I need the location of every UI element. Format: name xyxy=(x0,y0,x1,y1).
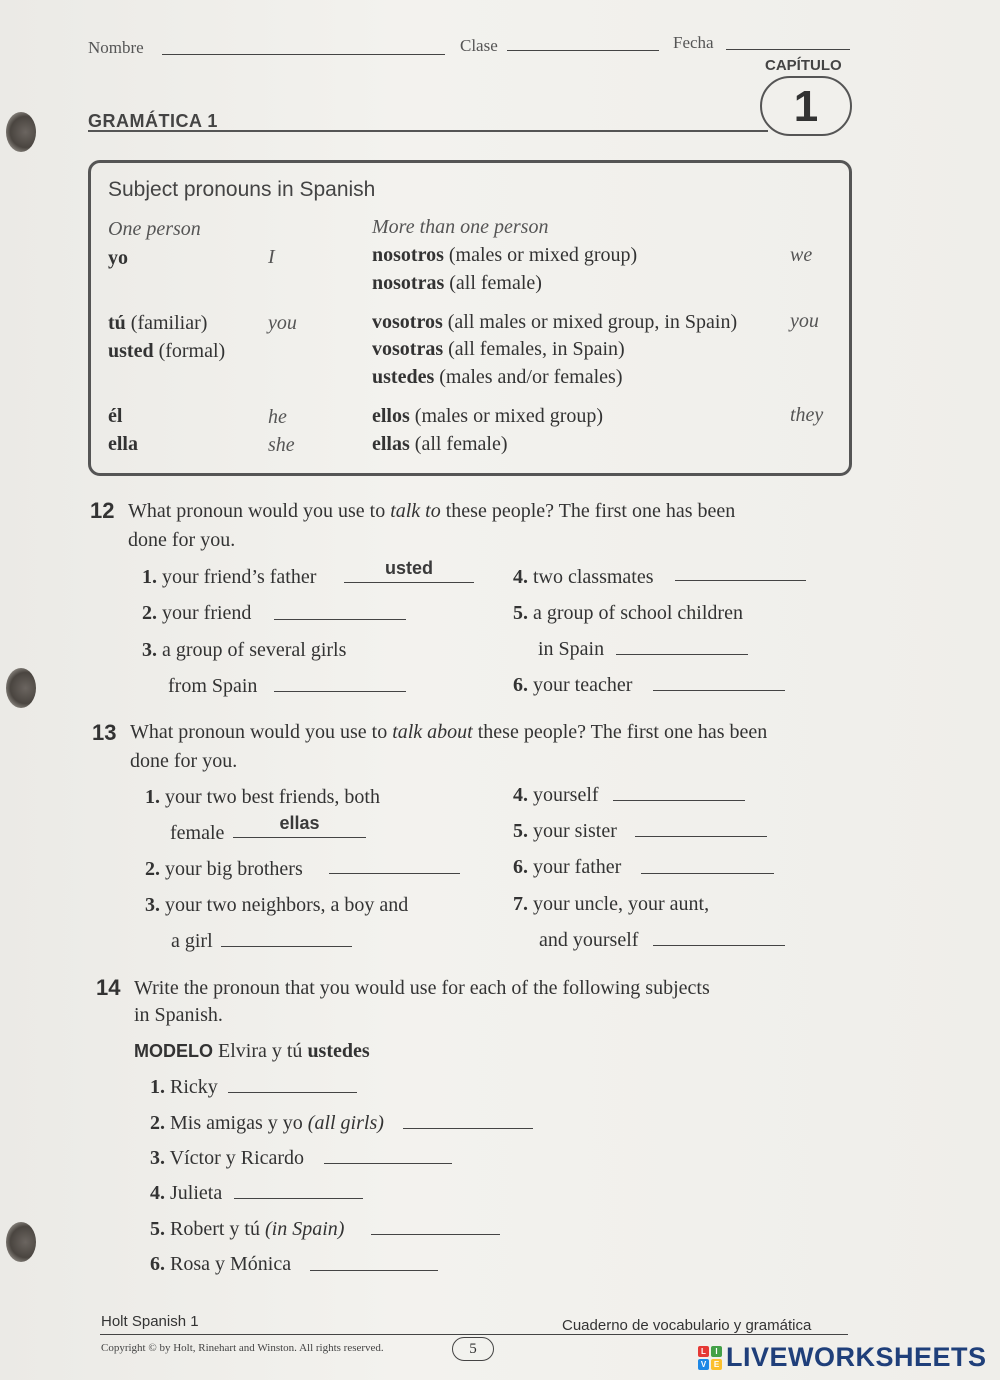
col-header-one: One person xyxy=(108,218,201,240)
q12-answer-2-field[interactable] xyxy=(274,619,406,620)
q14-item-5: 5. Robert y tú (in Spain) xyxy=(150,1218,345,1240)
q14-answer-4-field[interactable] xyxy=(234,1198,363,1199)
chapter-number: 1 xyxy=(793,82,819,131)
q12-item-6: 6. your teacher xyxy=(513,674,633,696)
q14-answer-2-field[interactable] xyxy=(403,1128,533,1129)
chapter-badge xyxy=(760,76,852,136)
q13-answer-1: ellas xyxy=(279,813,320,833)
section-title: GRAMÁTICA 1 xyxy=(88,111,218,131)
modelo-example: MODELO Elvira y tú ustedes xyxy=(134,1040,370,1062)
pronoun-ellas: ellas (all female) xyxy=(372,433,508,455)
translation-you-plural: you xyxy=(790,310,819,332)
q13-item-1: 1. your two best friends, both xyxy=(145,786,380,808)
q12-item-5: 5. a group of school children xyxy=(513,602,743,624)
q12-item-1: 1. your friend’s father xyxy=(142,566,317,588)
q13-item-3: 3. your two neighbors, a boy and xyxy=(145,894,409,916)
q13-item-6: 6. your father xyxy=(513,856,622,878)
q13-answer-1-field[interactable] xyxy=(233,837,366,838)
question-12-prompt-line2: done for you. xyxy=(128,529,236,551)
q14-item-2: 2. Mis amigas y yo (all girls) xyxy=(150,1112,384,1134)
pronoun-ella: ella xyxy=(108,433,138,455)
binder-hole xyxy=(6,1222,36,1262)
q14-item-1: 1. Ricky xyxy=(150,1076,218,1098)
q12-item-4: 4. two classmates xyxy=(513,566,654,588)
capitulo-label: CAPÍTULO xyxy=(765,57,842,74)
footer-workbook-title: Cuaderno de vocabulario y gramática xyxy=(562,1317,812,1334)
q13-answer-2-field[interactable] xyxy=(329,873,460,874)
liveworksheets-logo-icon: L I V E xyxy=(698,1346,722,1370)
q13-item-7: 7. your uncle, your aunt, xyxy=(513,893,710,915)
question-14-number: 14 xyxy=(96,975,121,1000)
translation-she: she xyxy=(268,434,295,456)
q14-item-4: 4. Julieta xyxy=(150,1182,223,1204)
q12-item-3-line2: from Spain xyxy=(168,675,258,697)
pronoun-vosotras: vosotras (all females, in Spain) xyxy=(372,338,625,360)
q12-answer-1-field[interactable] xyxy=(344,582,474,583)
q12-answer-1: usted xyxy=(384,558,433,578)
q13-item-3-line2: a girl xyxy=(171,930,213,952)
box-title: Subject pronouns in Spanish xyxy=(108,178,376,201)
col-header-more: More than one person xyxy=(372,216,549,238)
translation-i: I xyxy=(268,246,275,268)
q14-answer-1-field[interactable] xyxy=(228,1092,357,1093)
pronoun-ustedes: ustedes (males and/or females) xyxy=(372,366,623,388)
q12-item-5-line2: in Spain xyxy=(538,638,605,660)
q12-item-3: 3. a group of several girls xyxy=(142,639,347,661)
q13-item-1-line2: female xyxy=(170,822,225,844)
nombre-field[interactable] xyxy=(162,54,445,55)
q12-answer-6-field[interactable] xyxy=(653,690,785,691)
fecha-field[interactable] xyxy=(726,49,850,50)
q13-answer-7-field[interactable] xyxy=(653,945,785,946)
q13-answer-6-field[interactable] xyxy=(641,873,774,874)
liveworksheets-watermark: LIVEWORKSHEETS xyxy=(726,1342,987,1372)
q14-answer-3-field[interactable] xyxy=(324,1163,452,1164)
question-13-prompt-line2: done for you. xyxy=(130,750,238,772)
nombre-label: Nombre xyxy=(88,38,144,57)
q12-item-2: 2. your friend xyxy=(142,602,252,624)
clase-field[interactable] xyxy=(507,50,659,51)
pronoun-usted: usted (formal) xyxy=(108,340,226,362)
translation-you-singular: you xyxy=(268,312,297,334)
translation-he: he xyxy=(268,406,287,428)
binder-hole xyxy=(6,668,36,708)
pronoun-nosotras: nosotras (all female) xyxy=(372,272,542,294)
q13-item-4: 4. yourself xyxy=(513,784,599,806)
pronoun-yo: yo xyxy=(108,247,128,269)
q13-item-2: 2. your big brothers xyxy=(145,858,303,880)
pronoun-nosotros: nosotros (males or mixed group) xyxy=(372,244,638,266)
q12-answer-3-field[interactable] xyxy=(274,691,406,692)
translation-we: we xyxy=(790,244,813,266)
q12-answer-5-field[interactable] xyxy=(616,654,748,655)
q14-item-3: 3. Víctor y Ricardo xyxy=(150,1147,305,1169)
question-14-prompt: Write the pronoun that you would use for each of the following subjects xyxy=(134,977,710,999)
q13-answer-5-field[interactable] xyxy=(635,836,767,837)
q14-item-6: 6. Rosa y Mónica xyxy=(150,1253,292,1275)
copyright-notice: Copyright © by Holt, Rinehart and Winston. All rights reserved. xyxy=(101,1342,384,1354)
q13-item-7-line2: and yourself xyxy=(539,929,639,951)
pronoun-ellos: ellos (males or mixed group) xyxy=(372,405,604,427)
footer-rule xyxy=(100,1334,848,1335)
header-rule xyxy=(88,130,768,132)
q13-answer-4-field[interactable] xyxy=(613,800,745,801)
fecha-label: Fecha xyxy=(673,33,714,52)
footer-book-title: Holt Spanish 1 xyxy=(101,1313,199,1330)
pronoun-el: él xyxy=(108,405,123,427)
pronoun-vosotros: vosotros (all males or mixed group, in Spain) xyxy=(372,311,738,333)
question-14-prompt-line2: in Spanish. xyxy=(134,1004,223,1026)
translation-they: they xyxy=(790,404,824,426)
question-12-number: 12 xyxy=(90,498,115,523)
pronoun-tu: tú (familiar) xyxy=(108,312,208,334)
page-number: 5 xyxy=(452,1337,494,1361)
binder-hole xyxy=(6,112,36,152)
q12-answer-4-field[interactable] xyxy=(675,580,806,581)
clase-label: Clase xyxy=(460,36,498,55)
question-12-prompt: What pronoun would you use to talk to these people? The first one has been xyxy=(128,500,736,522)
q13-answer-3-field[interactable] xyxy=(221,946,352,947)
question-13-number: 13 xyxy=(92,720,117,745)
q14-answer-6-field[interactable] xyxy=(310,1270,438,1271)
q14-answer-5-field[interactable] xyxy=(371,1234,500,1235)
q13-item-5: 5. your sister xyxy=(513,820,617,842)
question-13-prompt: What pronoun would you use to talk about these people? The first one has been xyxy=(130,721,768,743)
